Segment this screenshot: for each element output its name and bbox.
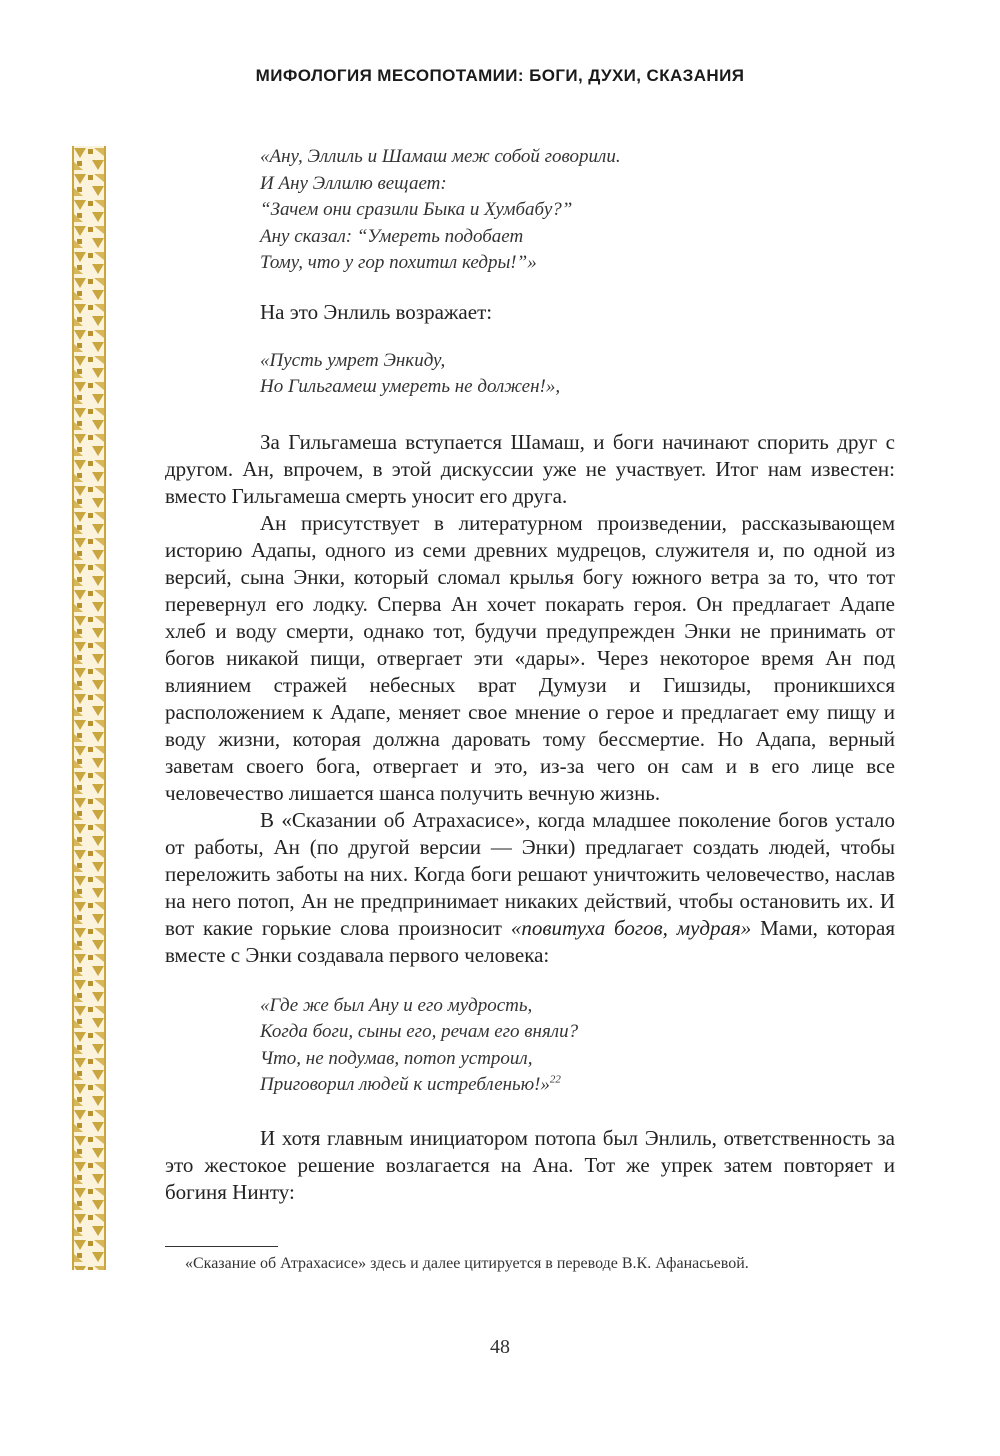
verse-quote-1 [260, 144, 895, 277]
paragraph-4: И хотя главным инициатором потопа был Энлиль, ответственность за это жестокое решение возлагается на Ана. Тот же упрек затем повторяет и богиня Нинту: [165, 1125, 895, 1204]
footnote-ref[interactable]: 22 [549, 1073, 561, 1086]
ornamental-border [72, 146, 106, 1270]
paragraph-3-text-end: Мами, которая вместе с Энки создавала первого человека: [165, 915, 895, 967]
verse-line: Ану сказал: “Умереть подобает [260, 225, 524, 247]
verse-quote-2 [260, 348, 895, 401]
footnote: «Сказание об Атрахасисе» здесь и далее цитируется в переводе В.К. Афанасьевой. [185, 1255, 749, 1272]
footnote-divider [165, 1246, 278, 1247]
verse-line: Когда боги, сыны его, речам его вняли? [260, 1021, 579, 1042]
verse-line: Что, не подумав, потоп устроил, [260, 1047, 533, 1069]
running-header: МИФОЛОГИЯ МЕСОПОТАМИИ: БОГИ, ДУХИ, СКАЗАНИЯ [255, 66, 745, 85]
paragraph-2: Ан присутствует в литературном произведении, рассказывающем историю Адапы, одного из семи древних мудрецов, служителя и, по одной из версий, сына Энки, который сломал крылья богу южного ветра за то, что тот перевернул его лодку. Сперва Ан хочет покарать героя. Он предлагает Адапе хлеб и воду смерти, однако тот, будучи предупрежден Энки не принимать от богов никакой пищи, отвергает эти «дары». Через некоторое время Ан под влиянием стражей небесных врат Думузи и Гишзиды, проникшихся расположением к Адапе, меняет свое мнение о герое и предлагает ему пищу и воду жизни, которая должна даровать тому бессмертие. Но Адапа, верный заветам своего бога, отвергает и это, из-за чего он сам и в его лице все человечество лишается шанса получить вечную жизнь. [165, 510, 895, 805]
verse-line: «Где же был Ану и его мудрость, [260, 994, 533, 1016]
paragraph-enlil: На это Энлиль возражает: [260, 299, 493, 324]
verse-line: Тому, что у гор похитил кедры!”» [260, 252, 537, 273]
paragraph-3 [165, 807, 895, 969]
verse-line-text: Приговорил людей к истребленью!» [260, 1074, 550, 1095]
paragraph-1: За Гильгамеша вступается Шамаш, и боги начинают спорить друг с другом. Ан, впрочем, в этой дискуссии уже не участвует. Итог нам известен: вместо Гильгамеша смерть уносит его друга. [165, 429, 895, 508]
verse-line: “Зачем они сразили Быка и Хумбабу?” [260, 199, 573, 220]
page-number: 48 [490, 1336, 510, 1358]
verse-quote-3 [260, 993, 895, 1099]
paragraph-3-italic: «повитуха богов, мудрая» [510, 915, 752, 940]
paragraph-3-text: В «Сказании об Атрахасисе», когда младшее поколение богов устало от работы, Ан (по другой версии — Энки) предлагает создать людей, чтобы переложить заботы на них. Когда боги решают уничтожить человечество, наслав на него потоп, Ан не предпринимает никаких действий, чтобы остановить их. И вот какие горькие слова произносит [165, 807, 895, 940]
verse-line: Но Гильгамеш умереть не должен!», [260, 376, 561, 397]
page-body [165, 142, 895, 1206]
verse-line [260, 1072, 895, 1099]
verse-line: «Ану, Эллиль и Шамаш меж собой говорили. [260, 146, 621, 167]
verse-line: «Пусть умрет Энкиду, [260, 349, 446, 371]
verse-line: И Ану Эллилю вещает: [260, 172, 447, 194]
